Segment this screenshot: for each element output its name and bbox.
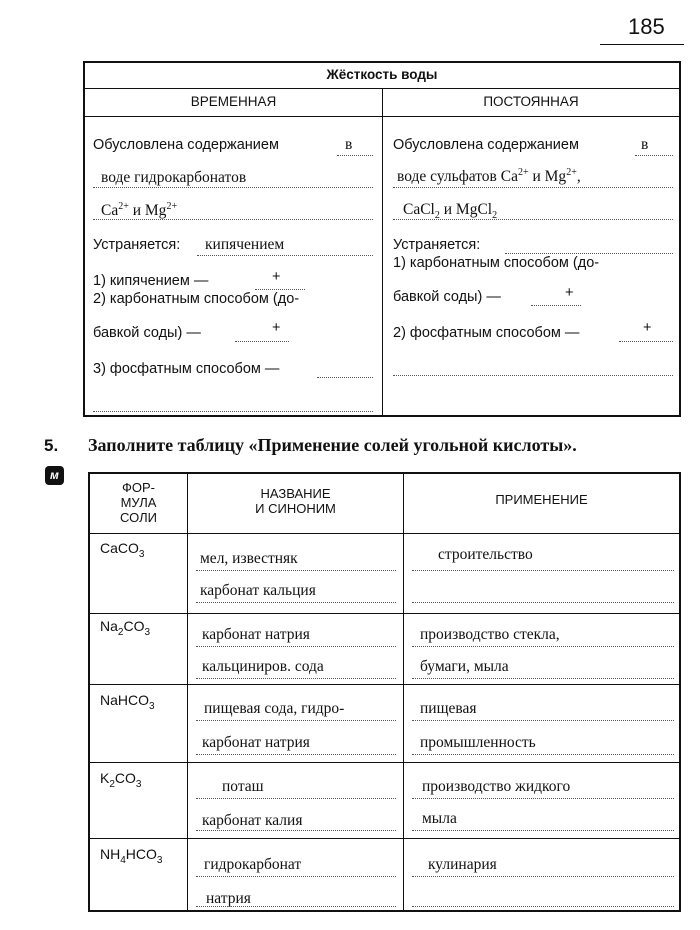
header-use: ПРИМЕНЕНИЕ [495, 492, 588, 507]
fill-line [412, 798, 674, 799]
perm-method-1b: бавкой соды) — [393, 289, 501, 305]
fill-line [619, 341, 673, 342]
row5-use1: кулинария [428, 856, 497, 873]
fill-line [196, 876, 396, 877]
perm-caused-label: Обусловлена содержанием [393, 137, 579, 153]
perm-method-1-mark: + [565, 285, 574, 301]
temp-removed-label: Устраняется: [93, 237, 181, 253]
temp-method-3: 3) фосфатным способом — [93, 361, 280, 377]
perm-caused-fill: в [641, 136, 649, 153]
formula-na2co3: $Na_2CO_3$ [100, 618, 151, 638]
row4-use1: производство жидкого [422, 778, 571, 795]
row4-use2: мыла [422, 810, 457, 827]
temp-caused-line2: воде гидрокарбонатов [101, 169, 247, 186]
fill-line [412, 678, 674, 679]
fill-line [196, 646, 396, 647]
row3-use1: пищевая [420, 700, 477, 717]
temp-method-2b: бавкой соды) — [93, 325, 201, 341]
water-hardness-table [83, 61, 681, 417]
permanent-header: ПОСТОЯННАЯ [383, 88, 679, 117]
fill-line [196, 754, 396, 755]
fill-line [235, 341, 289, 342]
temp-ions: $Ca^{2+}$ и $Mg^{2+}$ [101, 201, 178, 220]
row4-name2: карбонат калия [202, 812, 303, 829]
carbonate-salts-table [88, 472, 681, 912]
fill-line [196, 830, 396, 831]
header-name: НАЗВАНИЕ И СИНОНИМ [255, 486, 336, 516]
row2-use1: производство стекла, [420, 626, 560, 643]
perm-method-1a: 1) карбонатным способом (до- [393, 255, 600, 271]
row-divider [90, 838, 679, 839]
fill-line [412, 906, 674, 907]
fill-line [412, 830, 674, 831]
column-divider [382, 88, 383, 415]
fill-line [196, 602, 396, 603]
temp-method-2-mark: + [272, 320, 281, 336]
row-divider [90, 762, 679, 763]
method-badge-icon: м [45, 466, 64, 485]
row5-name1: гидрокарбонат [204, 856, 302, 873]
perm-removed-label: Устраняется: [393, 237, 481, 253]
perm-method-2-mark: + [643, 320, 652, 336]
row-divider [90, 613, 679, 614]
row4-name1: поташ [222, 778, 264, 795]
fill-line [412, 646, 674, 647]
fill-line [93, 187, 373, 188]
fill-line [255, 289, 305, 290]
row2-name1: карбонат натрия [202, 626, 310, 643]
fill-line [93, 411, 373, 412]
perm-sulfates: воде сульфатов $Ca^{2+}$ и $Mg^{2+}$, [397, 167, 581, 186]
row3-name2: карбонат натрия [202, 734, 310, 751]
fill-line [505, 253, 673, 254]
fill-line [196, 570, 396, 571]
row3-name1: пищевая сода, гидро- [204, 700, 345, 717]
row1-name1: мел, известняк [200, 550, 298, 567]
task-text: Заполните таблицу «Применение солей угольной кислоты». [88, 435, 577, 455]
temp-caused-label: Обусловлена содержанием [93, 137, 279, 153]
perm-method-2: 2) фосфатным способом — [393, 325, 580, 341]
row2-name2: кальциниров. сода [202, 658, 324, 675]
formula-caco3: CaCO$_3$ [100, 540, 145, 560]
temp-caused-fill: в [345, 136, 353, 153]
row-divider [90, 533, 679, 534]
fill-line [196, 720, 396, 721]
header-formula: ФОР- МУЛА СОЛИ [120, 480, 157, 525]
row1-name2: карбонат кальция [200, 582, 316, 599]
fill-line [197, 255, 373, 256]
row5-name2: натрия [206, 890, 251, 907]
formula-nh4hco3: $NH_4HCO_3$ [100, 846, 163, 866]
fill-line [196, 678, 396, 679]
temp-method-1: 1) кипячением — [93, 273, 209, 289]
row1-use1: строительство [438, 546, 533, 563]
fill-line [531, 305, 581, 306]
fill-line [337, 155, 373, 156]
fill-line [412, 720, 674, 721]
row2-use2: бумаги, мыла [420, 658, 509, 675]
fill-line [412, 876, 674, 877]
temp-method-2a: 2) карбонатным способом (до- [93, 291, 300, 307]
fill-line [412, 754, 674, 755]
formula-nahco3: NaHCO$_3$ [100, 692, 155, 712]
fill-line [635, 155, 673, 156]
fill-line [317, 377, 373, 378]
page-number-underline [600, 44, 684, 45]
formula-k2co3: $K_2CO_3$ [100, 770, 142, 790]
fill-line [393, 187, 673, 188]
row3-use2: промышленность [420, 734, 536, 751]
temp-method-1-mark: + [272, 269, 281, 285]
temp-removed-fill: кипячением [205, 236, 285, 253]
fill-line [393, 375, 673, 376]
perm-chlorides: CaCl$_2$ и MgCl$_2$ [403, 201, 498, 222]
fill-line [196, 798, 396, 799]
fill-line [196, 906, 396, 907]
fill-line [412, 602, 674, 603]
water-hardness-title: Жёсткость воды [85, 63, 679, 89]
fill-line [412, 570, 674, 571]
temporary-header: ВРЕМЕННАЯ [85, 88, 382, 117]
row-divider [90, 684, 679, 685]
page-number: 185 [628, 14, 665, 39]
task-number: 5. [44, 436, 59, 455]
